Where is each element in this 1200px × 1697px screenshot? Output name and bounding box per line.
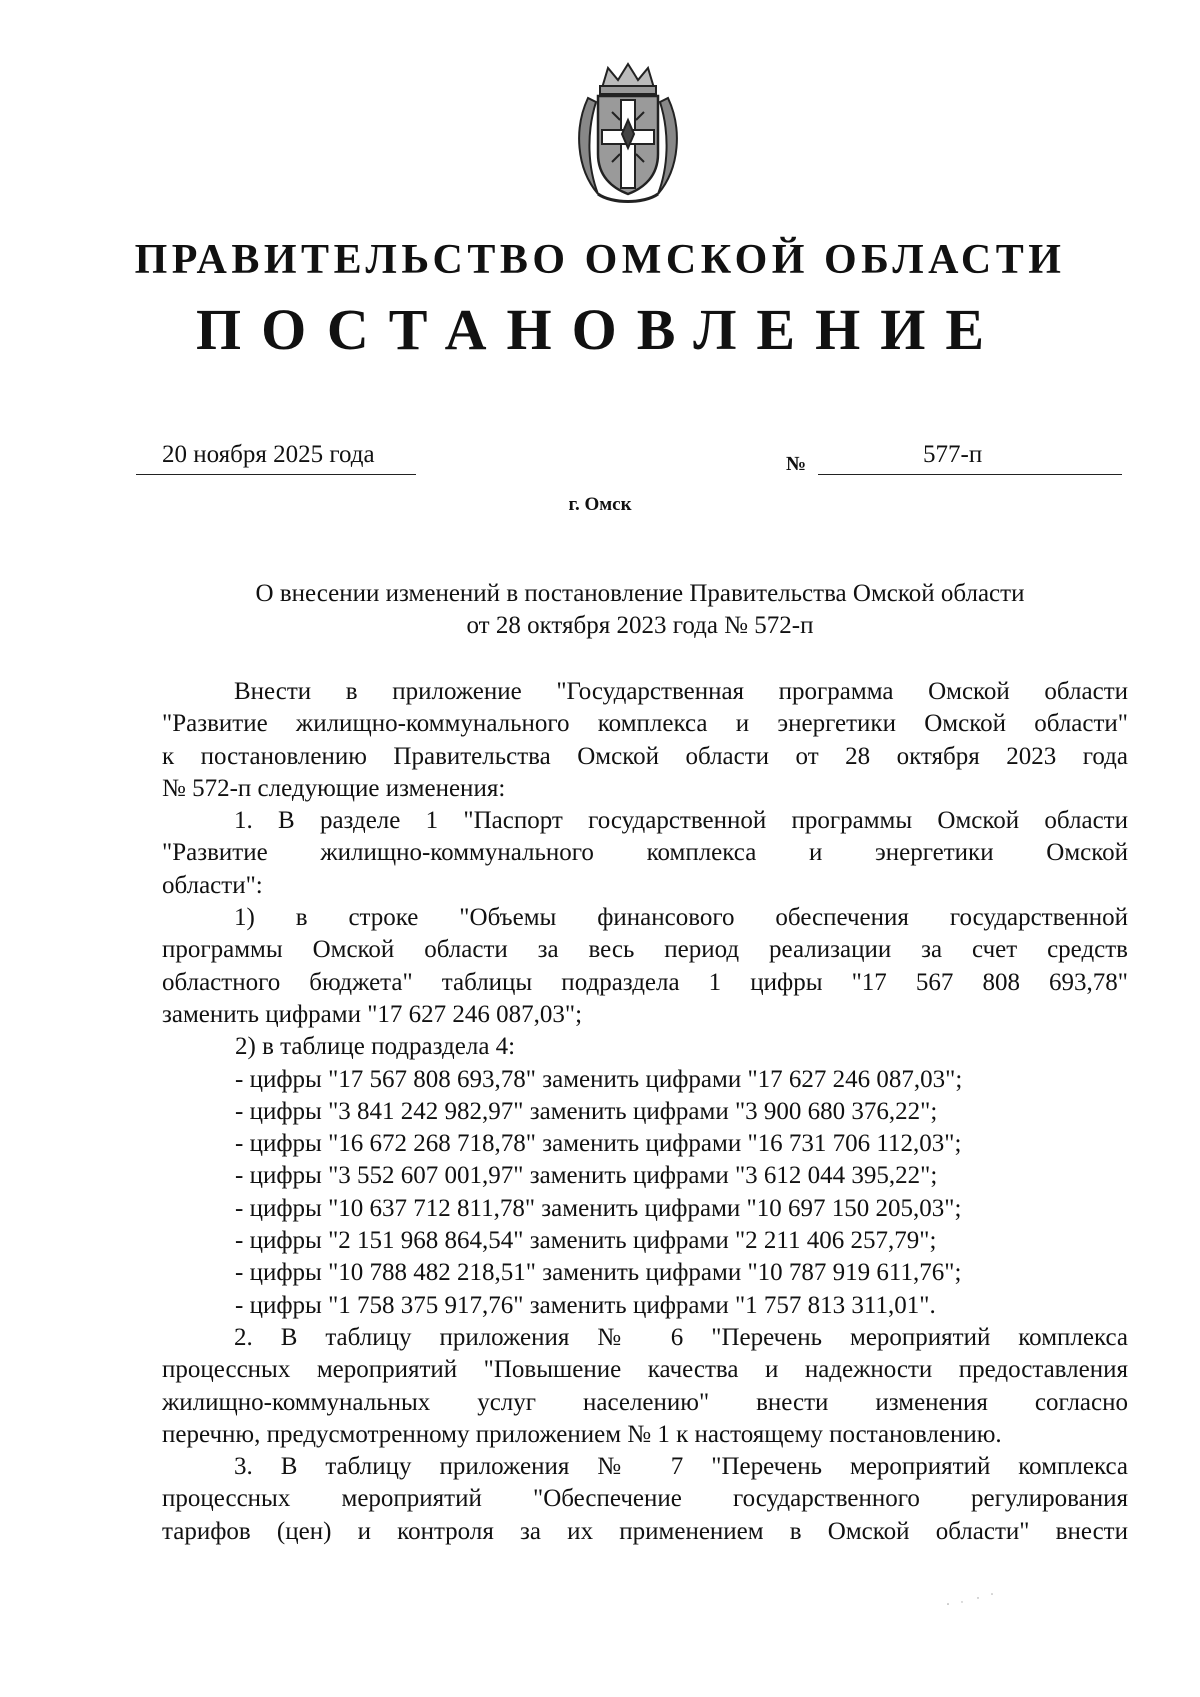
body-line: № 572-п следующие изменения:: [162, 774, 506, 802]
government-title: ПРАВИТЕЛЬСТВО ОМСКОЙ ОБЛАСТИ: [134, 237, 1066, 283]
body-line: 2. В таблицу приложения № 6 "Перечень мероприятий комплекса: [234, 1323, 1128, 1351]
replacement-line: - цифры "2 151 968 864,54" заменить цифрами "2 211 406 257,79";: [235, 1227, 937, 1255]
city-label: г. Омск: [568, 494, 632, 515]
body-line: 1. В разделе 1 "Паспорт государственной программы Омской области: [234, 807, 1128, 835]
body-line: области":: [162, 871, 263, 899]
body-line: 1) в строке "Объемы финансового обеспечения государственной: [234, 904, 1128, 932]
replacement-line: - цифры "3 552 607 001,97" заменить цифрами "3 612 044 395,22";: [235, 1162, 938, 1190]
replacement-line: - цифры "1 758 375 917,76" заменить цифрами "1 757 813 311,01".: [235, 1291, 936, 1319]
body-line: "Развитие жилищно-коммунального комплекса и энергетики Омской: [162, 839, 1128, 867]
body-line: областного бюджета" таблицы подраздела 1 цифры "17 567 808 693,78": [162, 968, 1128, 996]
subject-line-2: от 28 октября 2023 года № 572-п: [466, 612, 814, 639]
body-line: 2) в таблице подраздела 4:: [235, 1033, 516, 1061]
body-line: заменить цифрами "17 627 246 087,03";: [162, 1000, 583, 1028]
number-field: [818, 440, 1122, 475]
scan-specks: [940, 1590, 1000, 1610]
replacement-line: - цифры "3 841 242 982,97" заменить цифрами "3 900 680 376,22";: [235, 1097, 938, 1125]
body-line: к постановлению Правительства Омской области от 28 октября 2023 года: [162, 742, 1128, 770]
document-subject: [160, 578, 1120, 642]
document-number: 577-п: [923, 441, 983, 468]
replacement-line: - цифры "17 567 808 693,78" заменить цифрами "17 627 246 087,03";: [235, 1065, 963, 1093]
date-field: [136, 440, 416, 475]
replacement-line: - цифры "10 637 712 811,78" заменить цифрами "10 697 150 205,03";: [235, 1194, 962, 1222]
body-line: "Развитие жилищно-коммунального комплекса и энергетики Омской области": [162, 710, 1128, 738]
replacement-line: - цифры "10 788 482 218,51" заменить цифрами "10 787 919 611,76";: [235, 1259, 962, 1287]
document-body: [162, 676, 1128, 1548]
number-sign: №: [786, 453, 807, 475]
document-date: 20 ноября 2025 года: [162, 441, 375, 468]
document-type: ПОСТАНОВЛЕНИЕ: [195, 297, 1005, 362]
body-line: тарифов (цен) и контроля за их применением в Омской области" внести: [162, 1517, 1128, 1545]
coat-of-arms-icon: [568, 58, 688, 206]
replacement-line: - цифры "16 672 268 718,78" заменить цифрами "16 731 706 112,03";: [235, 1130, 962, 1158]
body-line: Внести в приложение "Государственная программа Омской области: [234, 678, 1128, 705]
body-line: процессных мероприятий "Обеспечение государственного регулирования: [162, 1485, 1128, 1513]
body-line: процессных мероприятий "Повышение качества и надежности предоставления: [162, 1356, 1128, 1384]
body-line: программы Омской области за весь период реализации за счет средств: [162, 936, 1128, 964]
body-line: жилищно-коммунальных услуг населению" внести изменения согласно: [162, 1388, 1128, 1416]
subject-line-1: О внесении изменений в постановление Правительства Омской области: [255, 580, 1025, 607]
body-line: 3. В таблицу приложения № 7 "Перечень мероприятий комплекса: [234, 1453, 1128, 1481]
body-line: перечню, предусмотренному приложением № 1 к настоящему постановлению.: [162, 1420, 1002, 1448]
